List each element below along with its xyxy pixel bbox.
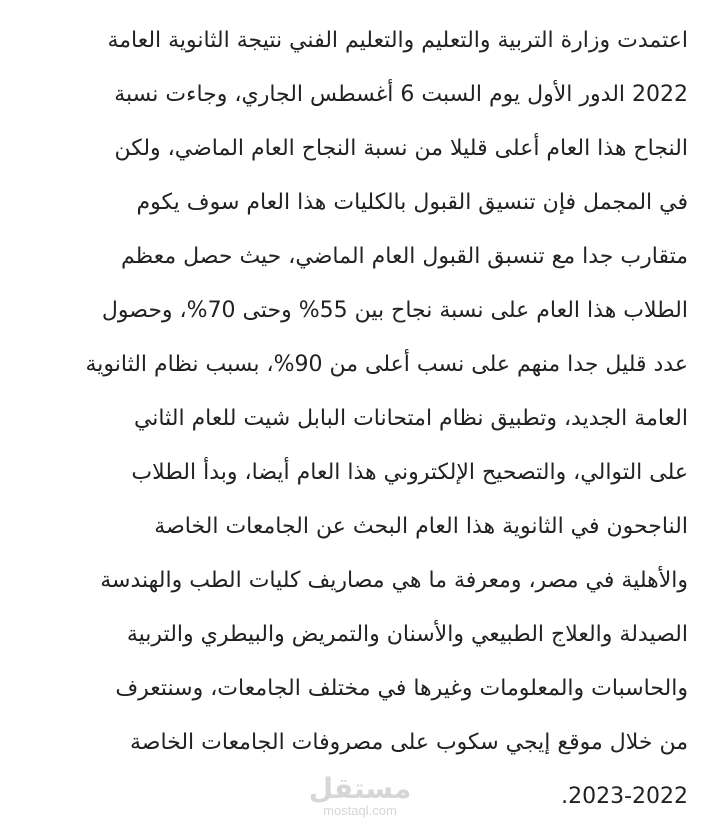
watermark-url: mostaql.com xyxy=(323,803,397,818)
article-line: متقارب جدا مع تنسبق القبول العام الماضي، حيث حصل معظم xyxy=(121,244,688,269)
article-line: النجاح هذا العام أعلى قليلا من نسبة النجاح العام الماضي، ولكن xyxy=(114,136,688,161)
article-line: اعتمدت وزارة التربية والتعليم والتعليم الفني نتيجة الثانوية العامة xyxy=(107,28,688,53)
article-line: في المجمل فإن تنسيق القبول بالكليات هذا العام سوف يكوم xyxy=(136,190,688,215)
article-line: على التوالي، والتصحيح الإلكتروني هذا العام أيضا، وبدأ الطلاب xyxy=(131,460,688,485)
article-line: والأهلية في مصر، ومعرفة ما هي مصاريف كليات الطب والهندسة xyxy=(100,568,688,593)
article-body xyxy=(36,14,688,824)
article-line: من خلال موقع إيجي سكوب على مصروفات الجامعات الخاصة xyxy=(129,730,688,755)
article-line: 2023-2022. xyxy=(561,784,688,809)
article-line: الناجحون في الثانوية هذا العام البحث عن الجامعات الخاصة xyxy=(154,514,688,539)
watermark xyxy=(0,774,720,818)
article-line: والحاسبات والمعلومات وغيرها في مختلف الجامعات، وسنتعرف xyxy=(115,676,688,701)
article-line: الصيدلة والعلاج الطبيعي والأسنان والتمريض والبيطري والتربية xyxy=(126,622,688,647)
article-line: عدد قليل جدا منهم على نسب أعلى من 90%، بسبب نظام الثانوية xyxy=(85,352,688,377)
watermark-logo: مستقل xyxy=(308,772,412,805)
article-line: العامة الجديد، وتطبيق نظام امتحانات البابل شيت للعام الثاني xyxy=(133,406,688,431)
article-line: 2022 الدور الأول يوم السبت 6 أغسطس الجاري، وجاءت نسبة xyxy=(114,82,688,107)
article-line: الطلاب هذا العام على نسبة نجاح بين 55% وحتى 70%، وحصول xyxy=(101,298,688,323)
